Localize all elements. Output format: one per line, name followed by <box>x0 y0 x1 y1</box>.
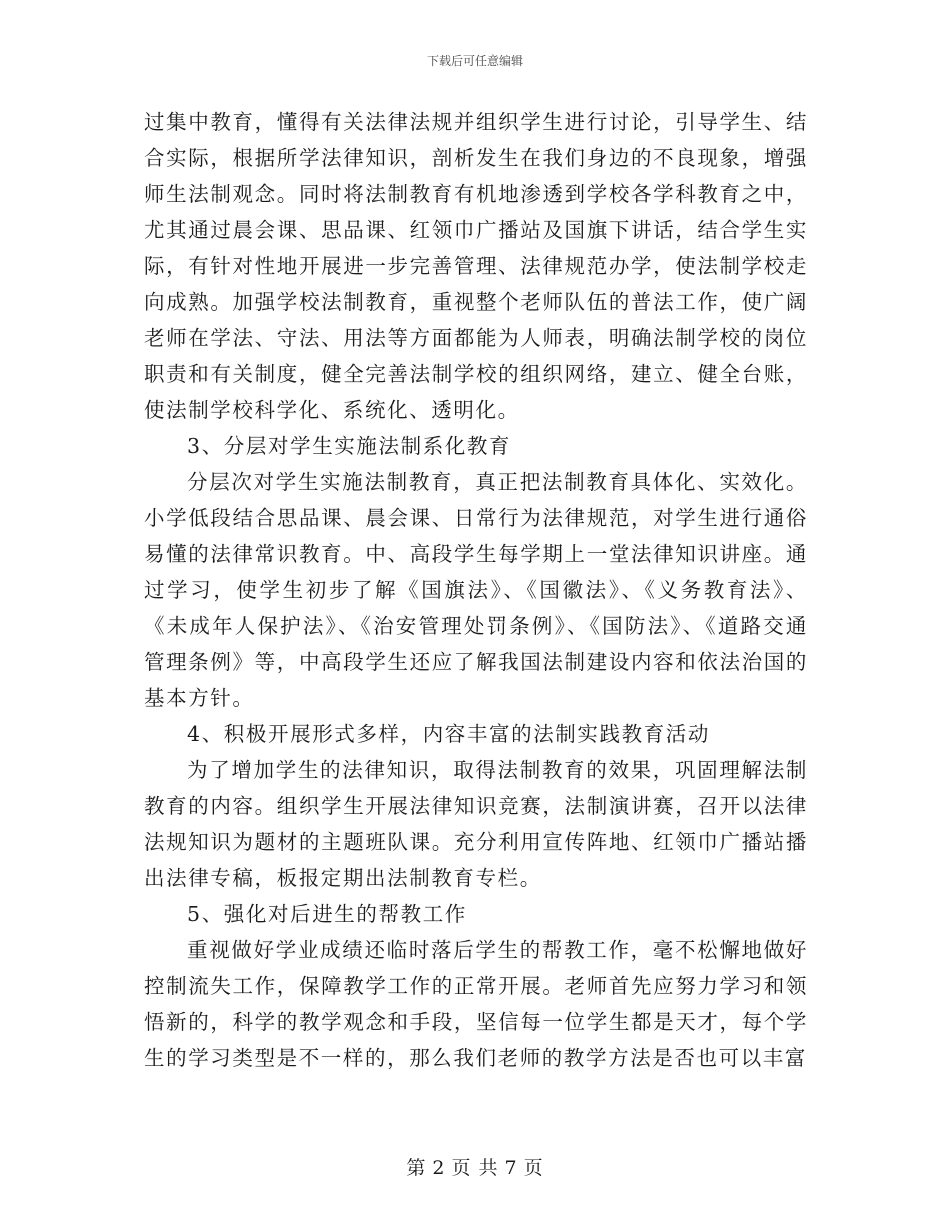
page-header: 下载后可任意编辑 <box>426 54 523 68</box>
paragraph-practice-activities: 为了增加学生的法律知识，取得法制教育的效果，巩固理解法制教育的内容。组织学生开展法律知识竞赛，法制演讲赛，召开以法律法规知识为题材的主题班队课。充分利用宣传阵地、红领巾广播站播出法律专稿，板报定期出法制教育专栏。 <box>144 758 808 890</box>
page-footer <box>0 1153 950 1180</box>
footer-suffix: 页 <box>523 1157 544 1179</box>
paragraph-student-support: 重视做好学业成绩还临时落后学生的帮教工作，毫不松懈地做好控制流失工作，保障教学工作的正常开展。老师首先应努力学习和领悟新的，科学的教学观念和手段，坚信每一位学生都是天才，每个学生的学习类型是不一样的，那么我们老师的教学方法是否也可以丰富 <box>144 938 808 1070</box>
section-heading-4: 4、积极开展形式多样，内容丰富的法制实践教育活动 <box>187 722 710 746</box>
footer-middle: 页 共 <box>451 1157 499 1179</box>
section-heading-3: 3、分层对学生实施法制系化教育 <box>187 434 512 458</box>
section-heading-5: 5、强化对后进生的帮教工作 <box>187 902 467 926</box>
paragraph-continuation: 过集中教育，懂得有关法律法规并组织学生进行讨论，引导学生、结合实际，根据所学法律知识，剖析发生在我们身边的不良现象，增强师生法制观念。同时将法制教育有机地渗透到学校各学科教育之中，尤其通过晨会课、思品课、红领巾广播站及国旗下讲话，结合学生实际，有针对性地开展进一步完善管理、法律规范办学，使法制学校走向成熟。加强学校法制教育，重视整个老师队伍的普法工作，使广阔老师在学法、守法、用法等方面都能为人师表，明确法制学校的岗位职责和有关制度，健全完善法制学校的组织网络，建立、健全台账，使法制学校科学化、系统化、透明化。 <box>144 110 808 422</box>
document-body <box>144 104 808 1076</box>
current-page-number: 2 <box>432 1157 446 1179</box>
total-pages-number: 7 <box>504 1157 518 1179</box>
paragraph-layered-education: 分层次对学生实施法制教育，真正把法制教育具体化、实效化。小学低段结合思品课、晨会课、日常行为法律规范，对学生进行通俗易懂的法律常识教育。中、高段学生每学期上一堂法律知识讲座。通过学习，使学生初步了解《国旗法》、《国徽法》、《义务教育法》、《未成年人保护法》、《治安管理处罚条例》、《国防法》、《道路交通管理条例》等，中高段学生还应了解我国法制建设内容和依法治国的基本方针。 <box>144 470 808 710</box>
footer-prefix: 第 <box>406 1157 427 1179</box>
